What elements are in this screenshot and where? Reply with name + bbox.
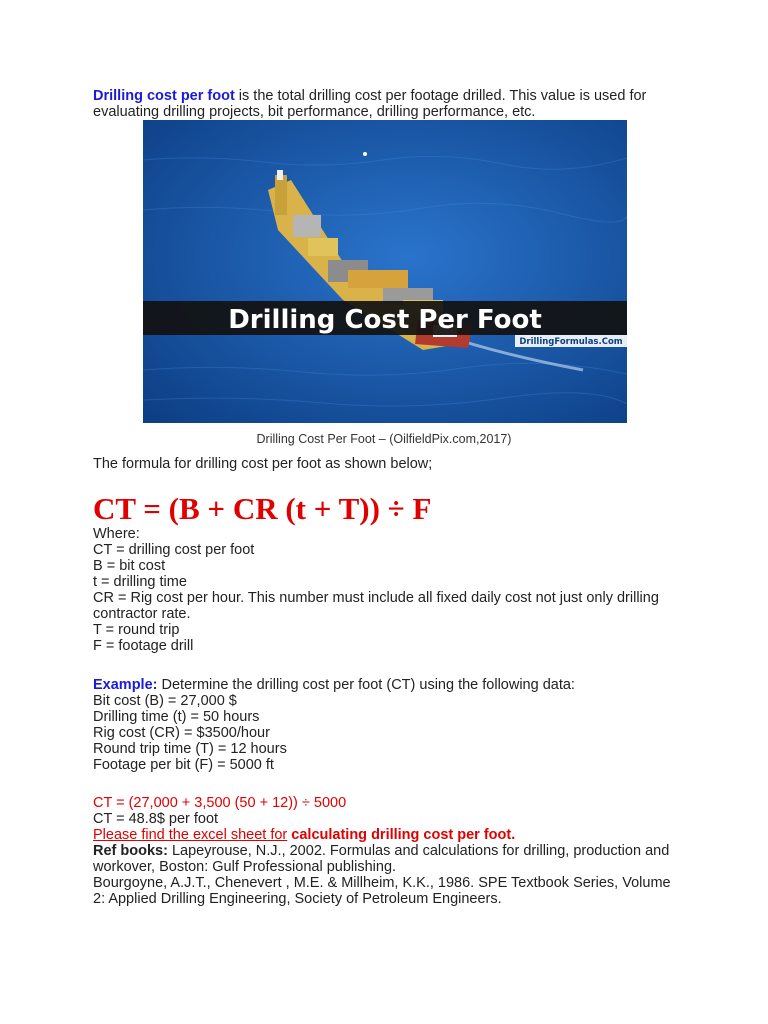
def-ct: CT = drilling cost per foot [93, 542, 255, 558]
rig-illustration [143, 120, 627, 423]
formula-heading: CT = (B + CR (t + T)) ÷ F [93, 491, 432, 526]
def-f: F = footage drill [93, 638, 194, 654]
term-drilling-cost[interactable]: Drilling cost per foot [93, 88, 235, 104]
watermark-text: DrillingFormulas.Com [519, 337, 623, 347]
ref-2: Bourgoyne, A.J.T., Chenevert , M.E. & Millheim, K.K., 1986. SPE Textbook Series, Volume 2: Applied Drilling Engineering, Society of Petroleum Engineers. [93, 875, 671, 907]
data-round-trip: Round trip time (T) = 12 hours [93, 741, 287, 757]
intro-text: is the total drilling cost per footage drilled. This value is used for evaluating drilling projects, bit performance, drilling performance, etc. [93, 88, 647, 120]
example-intro [93, 677, 683, 693]
calculation-block [93, 795, 683, 843]
data-rig-cost: Rig cost (CR) = $3500/hour [93, 725, 270, 741]
data-drilling-time: Drilling time (t) = 50 hours [93, 709, 260, 725]
formula-intro: The formula for drilling cost per foot as shown below; [93, 456, 433, 472]
example-block [93, 677, 683, 773]
excel-link-bold[interactable]: calculating drilling cost per foot. [287, 827, 516, 843]
def-t: t = drilling time [93, 574, 187, 590]
ref-1-text: Lapeyrouse, N.J., 2002. Formulas and calculations for drilling, production and workover, Boston: Gulf Professional publishing. [93, 843, 670, 875]
banner-title: Drilling Cost Per Foot [228, 305, 542, 335]
example-text: Determine the drilling cost per foot (CT) using the following data: [157, 677, 575, 693]
calc-line: CT = (27,000 + 3,500 (50 + 12)) ÷ 5000 [93, 795, 347, 811]
definitions-block [93, 526, 683, 654]
where-label: Where: [93, 526, 140, 542]
references-block [93, 843, 683, 907]
data-footage: Footage per bit (F) = 5000 ft [93, 757, 274, 773]
intro-paragraph [93, 88, 683, 120]
image-caption: Drilling Cost Per Foot – (OilfieldPix.com,2017) [256, 432, 512, 446]
ref-1 [93, 843, 683, 875]
offshore-rig-photo [143, 120, 627, 423]
def-round-trip: T = round trip [93, 622, 180, 638]
def-b: B = bit cost [93, 558, 166, 574]
result-line: CT = 48.8$ per foot [93, 811, 219, 827]
excel-link-line[interactable] [93, 827, 683, 843]
excel-link[interactable]: Please find the excel sheet for [93, 827, 288, 843]
data-bit-cost: Bit cost (B) = 27,000 $ [93, 693, 237, 709]
ref-label: Ref books: [93, 843, 168, 859]
def-cr: CR = Rig cost per hour. This number must include all fixed daily cost not just only drilling contractor rate. [93, 590, 659, 622]
example-label: Example: [93, 677, 158, 693]
